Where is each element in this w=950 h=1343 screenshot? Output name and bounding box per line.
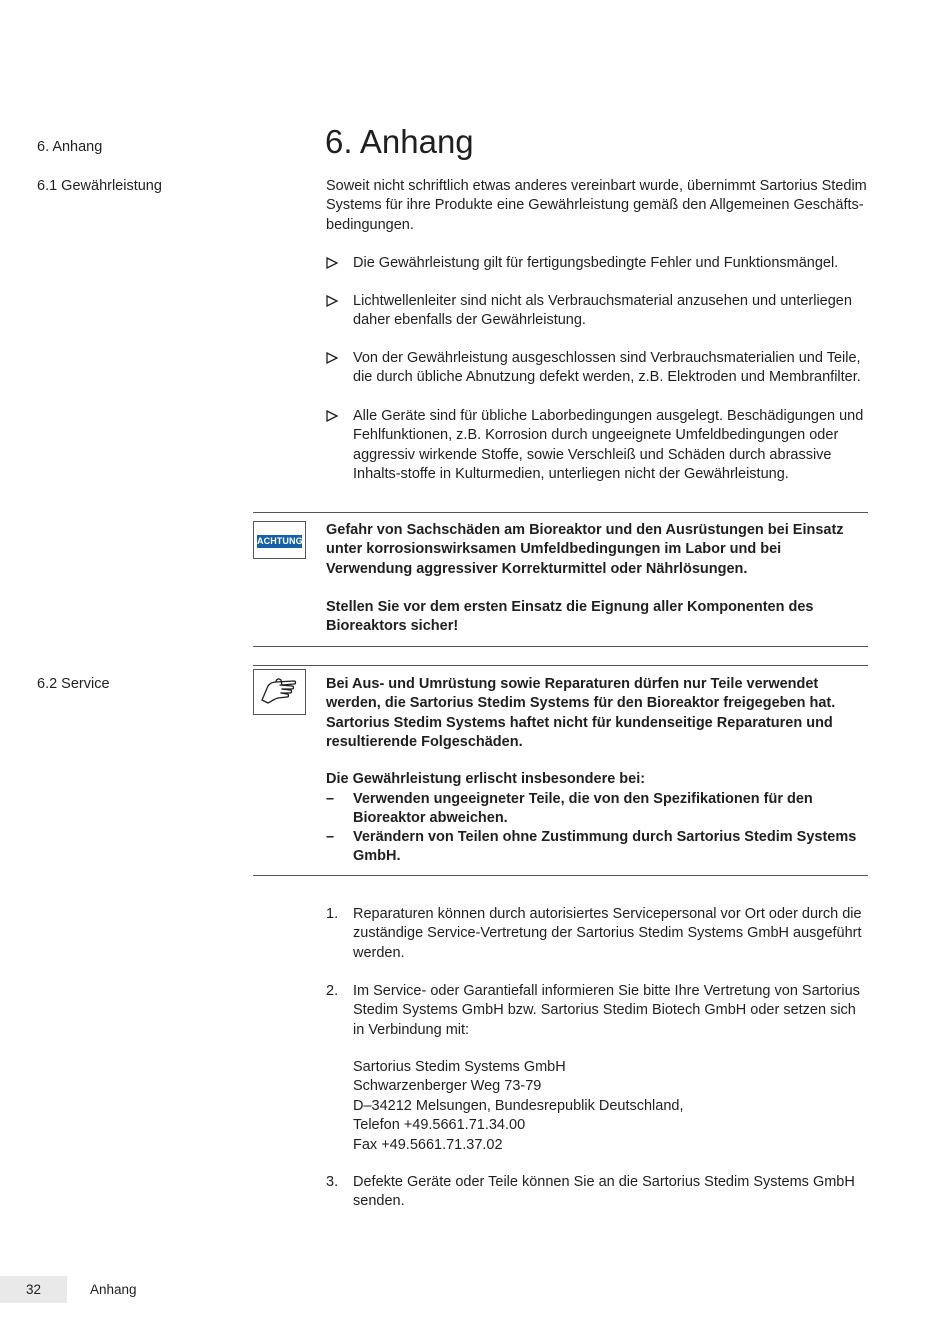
divider	[253, 646, 868, 647]
list-item-text: Verändern von Teilen ohne Zustimmung durch Sartorius Stedim Systems GmbH.	[353, 829, 857, 865]
address-line: Schwarzenberger Weg 73-79	[353, 1078, 542, 1095]
address-line: Sartorius Stedim Systems GmbH	[353, 1059, 566, 1075]
footer-section-label: Anhang	[90, 1282, 137, 1297]
warning-label: ACHTUNG!	[257, 536, 306, 546]
bullet-text: Lichtwellenleiter sind nicht als Verbrauchsmaterial anzusehen und unterliegen daher ebenfalls der Gewährleistung.	[353, 293, 852, 329]
dash-marker: –	[326, 829, 335, 845]
intro-paragraph: Soweit nicht schriftlich etwas anderes vereinbart wurde, übernimmt Sartorius Stedim Systems für ihre Produkte eine Gewährleistung gemäß den Allgemeinen Geschäfts-bedingungen.	[326, 178, 867, 233]
address-line: Telefon +49.5661.71.34.00	[353, 1117, 526, 1134]
warning-text: Gefahr von Sachschäden am Bioreaktor und den Ausrüstungen bei Einsatz unter korrosionswirksamen Umfeldbedingungen im Labor und bei Verwendung aggressiver Korrekturmittel oder Nährlösungen.	[326, 522, 844, 577]
triangle-bullet-icon	[326, 349, 340, 370]
bullet-text: Die Gewährleistung gilt für fertigungsbedingte Fehler und Funktionsmängel.	[353, 255, 839, 271]
step-text: Reparaturen können durch autorisiertes Servicepersonal vor Ort oder durch die zuständige Service-Vertretung der Sartorius Stedim Systems GmbH ausgeführt werden.	[353, 906, 862, 961]
address-line: Fax +49.5661.71.37.02	[353, 1136, 503, 1153]
address-block	[353, 1058, 853, 1155]
divider	[253, 512, 868, 513]
divider	[253, 875, 868, 876]
triangle-bullet-icon	[326, 254, 340, 275]
step-text: Defekte Geräte oder Teile können Sie an die Sartorius Stedim Systems GmbH senden.	[353, 1174, 855, 1210]
bullet-text: Alle Geräte sind für übliche Laborbedingungen ausgelegt. Beschädigungen und Fehlfunktionen, z.B. Korrosion durch ungeeignete Umfeldbedingungen oder aggressiv wirkende Stoffe, sowie Verschleiß und Schäden durch abrassive Inhalts-stoffe in Kulturmedien, unterliegen nicht der Gewährleistung.	[353, 408, 864, 483]
hand-pointer-icon	[253, 669, 306, 715]
sidebar-heading-gewaehrleistung: 6.1 Gewährleistung	[37, 178, 162, 194]
bullet-text: Von der Gewährleistung ausgeschlossen sind Verbrauchsmaterialien und Teile, die durch übliche Abnutzung defekt werden, z.B. Elektroden und Membranfilter.	[353, 350, 861, 386]
address-line: D–34212 Melsungen, Bundesrepublik Deutschland,	[353, 1097, 684, 1114]
step-text: Im Service- oder Garantiefall informieren Sie bitte Ihre Vertretung von Sartorius Stedim Systems GmbH bzw. Sartorius Stedim Biotech GmbH oder setzen sich in Verbindung mit:	[353, 983, 860, 1038]
divider	[253, 665, 868, 666]
step-number: 3.	[326, 1174, 339, 1190]
step-number: 1.	[326, 906, 339, 922]
warning-icon	[253, 521, 306, 559]
dash-marker: –	[326, 791, 335, 807]
note-text: Bei Aus- und Umrüstung sowie Reparaturen dürfen nur Teile verwendet werden, die Sartorius Stedim Systems für den Bioreaktor freigegeben hat. Sartorius Stedim Systems haftet nicht für kundenseitige Reparaturen und resultierende Folgeschäden.	[326, 676, 836, 751]
list-item-text: Verwenden ungeeigneter Teile, die von den Spezifikationen für den Bioreaktor abweichen.	[353, 791, 813, 827]
step-number: 2.	[326, 983, 339, 999]
sidebar-heading-service: 6.2 Service	[37, 676, 110, 692]
page-number: 32	[0, 1276, 67, 1303]
sidebar-heading-anhang: 6. Anhang	[37, 139, 103, 155]
page-title: 6. Anhang	[325, 123, 474, 160]
warning-instruction: Stellen Sie vor dem ersten Einsatz die Eignung aller Komponenten des Bioreaktors sicher!	[326, 599, 814, 635]
note-subheading: Die Gewährleistung erlischt insbesondere bei:	[326, 771, 646, 787]
triangle-bullet-icon	[326, 292, 340, 313]
triangle-bullet-icon	[326, 407, 340, 428]
